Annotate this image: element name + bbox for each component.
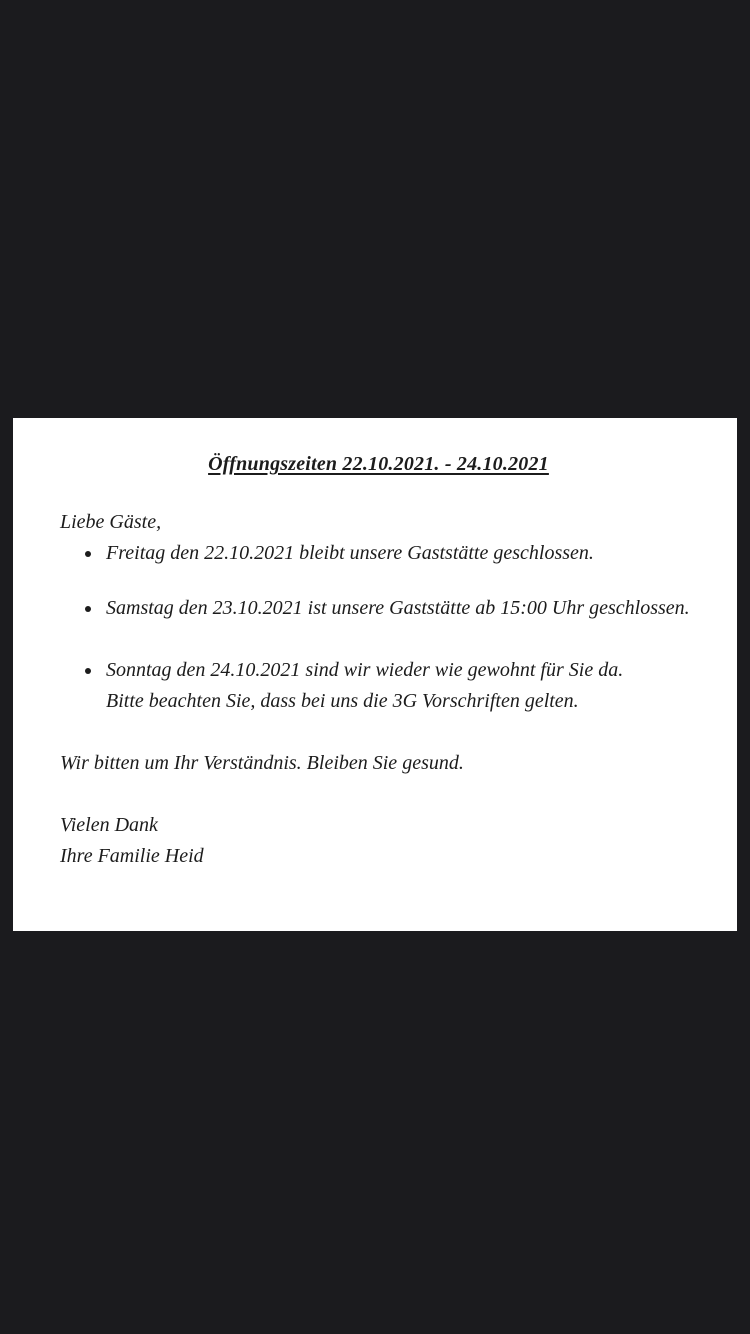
signature-text: Ihre Familie Heid [60, 845, 204, 867]
bullet-text-continuation: Bitte beachten Sie, dass bei uns die 3G Vorschriften gelten. [106, 690, 579, 712]
notice-bullet-list [60, 538, 697, 717]
bullet-text: Sonntag den 24.10.2021 sind wir wieder wie gewohnt für Sie da. [106, 659, 624, 681]
list-item [75, 655, 697, 717]
notice-title: Öffnungszeiten 22.10.2021. - 24.10.2021 [208, 453, 549, 475]
closing-text: Wir bitten um Ihr Verständnis. Bleiben Sie gesund. [60, 752, 464, 774]
bullet-icon [85, 606, 91, 612]
list-item [75, 593, 697, 624]
bullet-text: Samstag den 23.10.2021 ist unsere Gaststätte ab 15:00 Uhr geschlossen. [106, 597, 690, 619]
bullet-icon [85, 551, 91, 557]
notice-document [13, 418, 737, 931]
list-item [75, 538, 697, 569]
thanks-text: Vielen Dank [60, 814, 158, 836]
bullet-icon [85, 668, 91, 674]
salutation-text: Liebe Gäste, [60, 511, 162, 533]
bullet-text: Freitag den 22.10.2021 bleibt unsere Gaststätte geschlossen. [106, 542, 594, 564]
